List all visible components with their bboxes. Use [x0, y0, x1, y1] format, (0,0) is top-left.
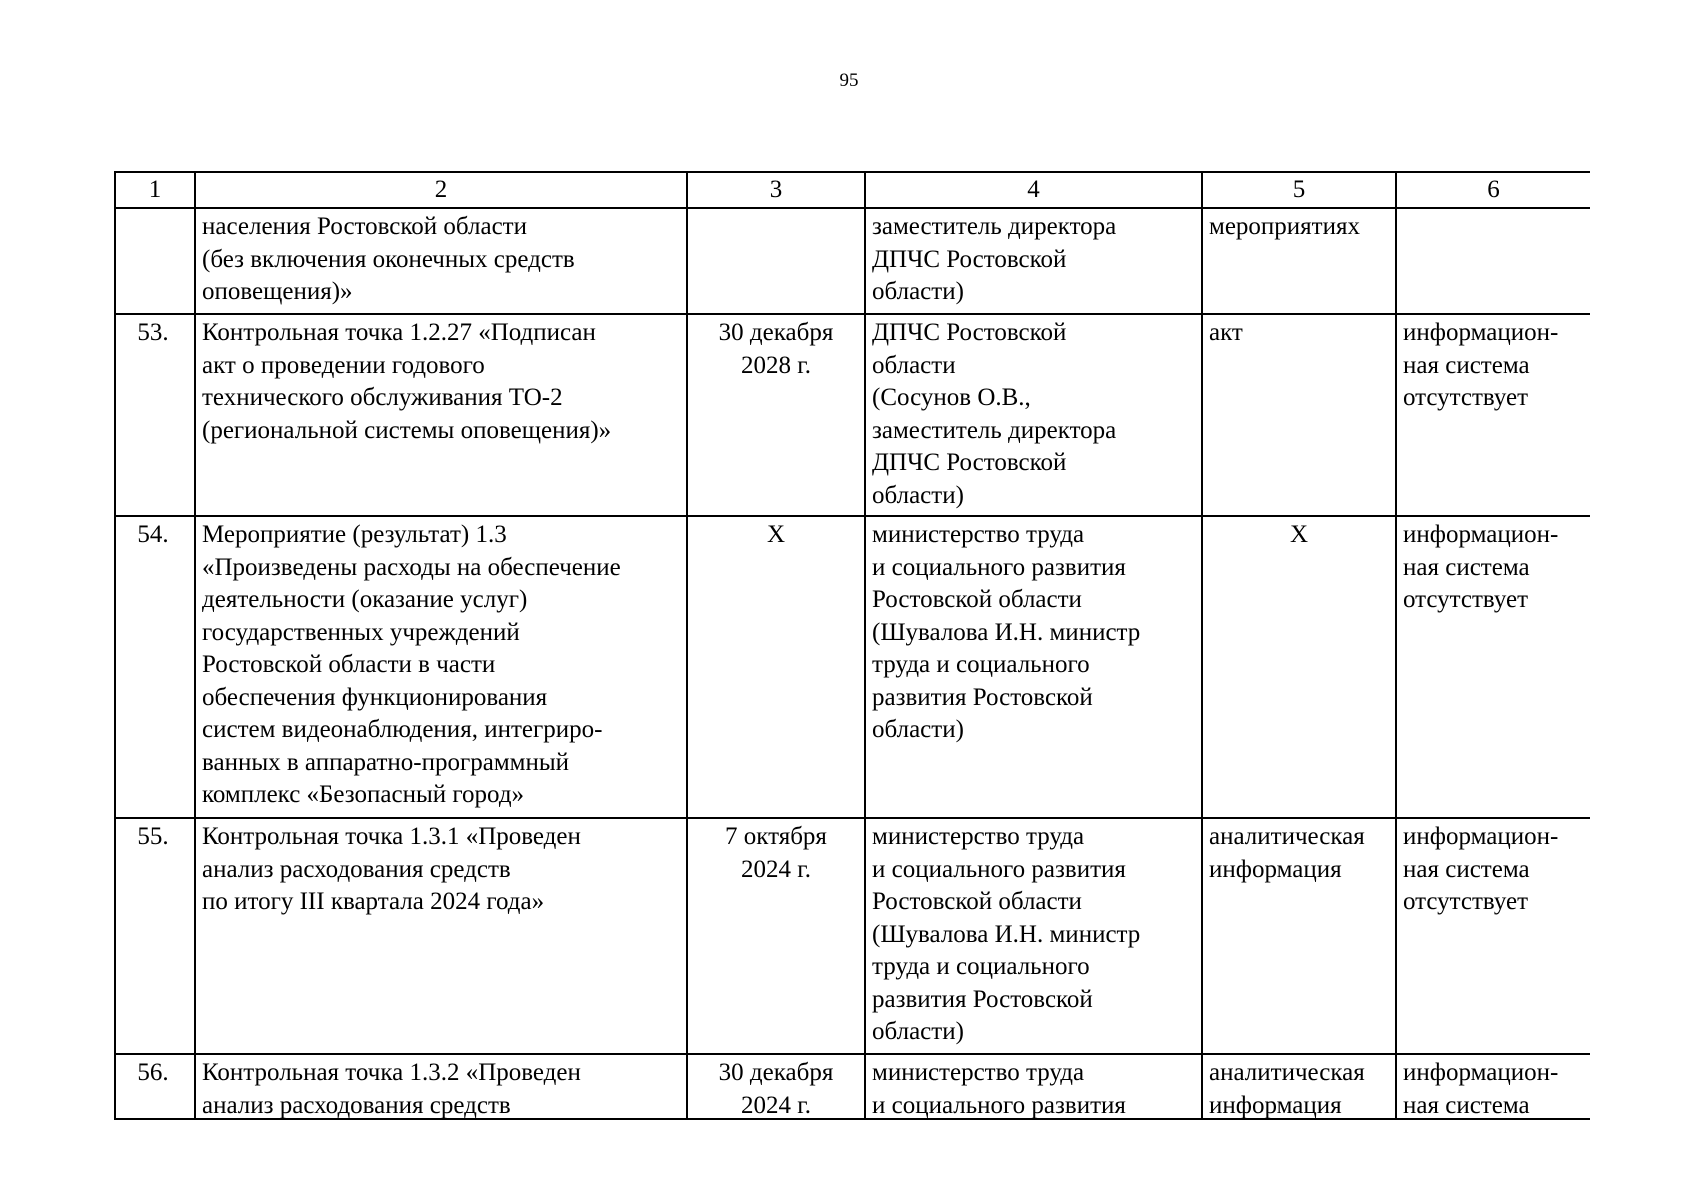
table-row — [115, 516, 1590, 818]
column-header: 5 — [1202, 172, 1396, 208]
document-cell: мероприятиях — [1202, 208, 1396, 314]
system-cell — [1396, 208, 1590, 314]
responsible-cell: заместитель директора ДПЧС Ростовской области) — [865, 208, 1202, 314]
date-cell: 30 декабря 2024 г. — [687, 1054, 865, 1120]
plan-table — [114, 171, 1590, 1120]
system-cell: информацион- ная система отсутствует — [1396, 818, 1590, 1054]
column-header: 2 — [195, 172, 687, 208]
title-cell: населения Ростовской области (без включения оконечных средств оповещения)» — [195, 208, 687, 314]
page-number: 95 — [839, 70, 859, 91]
responsible-cell: министерство труда и социального развития Ростовской области (Шувалова И.Н. министр труда и социального развития Ростовской области) — [865, 516, 1202, 818]
table-row — [115, 818, 1590, 1054]
document-cell: аналитическая информация — [1202, 1054, 1396, 1120]
responsible-cell: министерство труда и социального развития Ростовской области (Шувалова И.Н. министр труда и социального развития Ростовской области) — [865, 818, 1202, 1054]
table-row — [115, 314, 1590, 516]
header-row — [115, 172, 1590, 208]
title-cell: Мероприятие (результат) 1.3 «Произведены расходы на обеспечение деятельности (оказание услуг) государственных учреждений Ростовской области в части обеспечения функционирования систем видеонаблюдения, интегриро- ванных в аппаратно-программный комплекс «Безопасный город» — [195, 516, 687, 818]
system-cell: информацион- ная система отсутствует — [1396, 516, 1590, 818]
table-row — [115, 1054, 1590, 1120]
title-cell: Контрольная точка 1.3.1 «Проведен анализ расходования средств по итогу III квартала 2024 года» — [195, 818, 687, 1054]
column-header: 3 — [687, 172, 865, 208]
system-cell: информацион- ная система — [1396, 1054, 1590, 1120]
responsible-cell: ДПЧС Ростовской области (Сосунов О.В., заместитель директора ДПЧС Ростовской области) — [865, 314, 1202, 516]
column-header: 6 — [1396, 172, 1590, 208]
title-cell: Контрольная точка 1.2.27 «Подписан акт о проведении годового технического обслуживания ТО-2 (региональной системы оповещения)» — [195, 314, 687, 516]
row-number-cell: 54. — [115, 516, 195, 818]
column-header: 1 — [115, 172, 195, 208]
row-number-cell: 55. — [115, 818, 195, 1054]
table-container — [114, 171, 1590, 1120]
column-header: 4 — [865, 172, 1202, 208]
table-row — [115, 208, 1590, 314]
row-number-cell: 56. — [115, 1054, 195, 1120]
system-cell: информацион- ная система отсутствует — [1396, 314, 1590, 516]
date-cell: Х — [687, 516, 865, 818]
document-cell: Х — [1202, 516, 1396, 818]
date-cell — [687, 208, 865, 314]
row-number-cell — [115, 208, 195, 314]
title-cell: Контрольная точка 1.3.2 «Проведен анализ расходования средств — [195, 1054, 687, 1120]
document-cell: аналитическая информация — [1202, 818, 1396, 1054]
date-cell: 30 декабря 2028 г. — [687, 314, 865, 516]
responsible-cell: министерство труда и социального развития — [865, 1054, 1202, 1120]
row-number-cell: 53. — [115, 314, 195, 516]
date-cell: 7 октября 2024 г. — [687, 818, 865, 1054]
document-cell: акт — [1202, 314, 1396, 516]
